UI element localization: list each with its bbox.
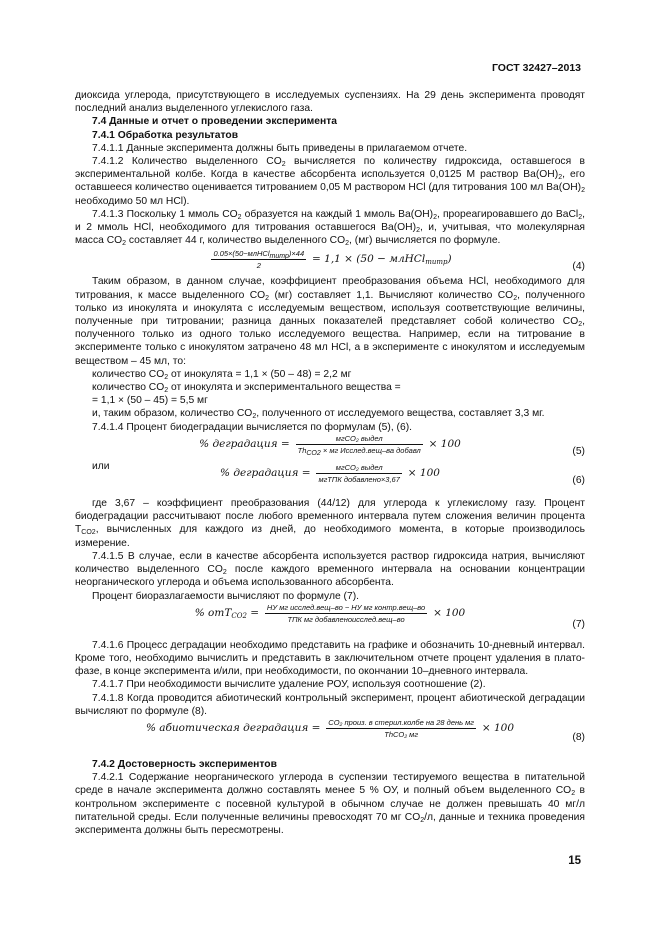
paragraph-continuation: диоксида углерода, присутствующего в исследуемых суспензиях. На 29 день эксперимента проводят последний анализ выделенного углекислого газа. <box>75 90 585 115</box>
paragraph-7-4-1-8: 7.4.1.8 Когда проводится абиотический контрольный эксперимент, процент абиотической деградации вычисляют по формуле (8). <box>75 692 585 717</box>
formula-4: $\frac{\text{0.05×(50−млHClтитр)×44}}{2}$ = 1,1 × (50 − млHCl$_{титр}$) (4) <box>213 249 585 273</box>
page-number: 15 <box>568 855 581 867</box>
paragraph-7-4-1-3: 7.4.1.3 Поскольку 1 ммоль $CO_2$ образуется на каждый 1 ммоль $Ba(OH)_2$, прореагировавшего до BaCl$_2$, и 2 ммоль HCl, необходимого для титрования оставшегося $Ba(OH)_2$, и, учитывая, что молекулярная масса $CO_2$ составляет 44 г, количество выделенного $CO_2$, (мг) вычисляется по формуле. <box>75 208 585 248</box>
paragraph-coefficient: где 3,67 – коэффициент преобразования (44/12) для углерода к углекислому газу. Процент биодеградации рассчитывают после любого временного интервала путем сложения величин процента $T_{CO2}$, вычисленных для каждого из дней, до необходимого момента, в которые производилось измерение. <box>75 498 585 549</box>
example-line-2: количество $CO_2$ от инокулята и экспериментального вещества = <box>92 382 401 395</box>
document-body <box>75 89 585 837</box>
paragraph-7-4-1-6: 7.4.1.6 Процесс деградации необходимо представить на графике и обозначить 10-дневный интервал. Кроме того, необходимо вычислить и представить в заключительном отчете процент удаления в плато-фазе, в конце эксперимента и/или, при необходимости, по окончании 10–дневного интервала. <box>75 639 585 678</box>
formula-number-7: (7) <box>572 618 585 630</box>
formula-7: % отT$_{CO2}$ = $\frac{\text{НУ мг исслед.вещ–во − НУ мг контр.вещ–во}}{\text{ТПК мг добавленоисслед.вещ–во}}$ × 100 (7) <box>194 602 585 630</box>
section-heading-7-4-2: 7.4.2 Достоверность экспериментов <box>92 758 277 770</box>
paragraph-thus: Таким образом, в данном случае, коэффициент преобразования объема HCl, необходимого для титрования, к массе выделенного $CO_2$ (мг) составляет 1,1. Вычисляют количество $CO_2$, полученного только из инокулята и инокулята с исследуемым веществом, используя соответствующие величины, полученные при титровании; разница данных показателей представляет собой количество $CO_2$, полученного только из одного только исследуемого вещества. Например, если на титрование в эксперименте только с инокулятом затрачено 48 мл HCl, а в эксперименте с инокулятом и исследуемым веществом – 45 мл, то: <box>75 276 585 367</box>
formula-number-4: (4) <box>572 261 585 273</box>
example-line-3: = 1,1 × (50 – 45) = 5,5 мг <box>92 395 208 407</box>
standard-header: ГОСТ 32427–2013 <box>491 62 581 74</box>
paragraph-biodegradability: Процент биоразлагаемости вычисляют по формуле (7). <box>92 590 359 602</box>
formula-number-8: (8) <box>572 731 585 743</box>
formula-number-6: (6) <box>572 474 585 486</box>
paragraph-7-4-1-7: 7.4.1.7 При необходимости вычислите удаление РОУ, используя соотношение (2). <box>92 679 486 691</box>
paragraph-7-4-1-5: 7.4.1.5 В случае, если в качестве абсорбента используется раствор гидроксида натрия, вычисляют количество выделенного $CO_2$ после каждого временного интервала на основании концентрации неорганического углерода и объема использованного абсорбента. <box>75 550 585 589</box>
conjunction-or: или <box>92 460 110 472</box>
formula-number-5: (5) <box>572 445 585 457</box>
example-line-4: и, таким образом, количество $CO_2$, полученного от исследуемого вещества, составляет 3,3 мг. <box>92 408 545 421</box>
formula-8: % абиотическая деградация = $\frac{\text{CO₂ произ. в стерил.колбе на 28 день мг}}{\text{ThCO₂ мг}}$ × 100 (8) <box>145 717 585 743</box>
paragraph-7-4-1-2: 7.4.1.2 Количество выделенного $CO_2$ вычисляется по количеству гидроксида, оставшегося в экспериментальной колбе. Когда в качестве абсорбента используется 0,0125 М раствор $Ba(OH)_2$, его оставшееся количество оценивается титрованием 0,05 М раствором HCl (для титрования 100 мл $Ba(OH)_2$ необходимо 50 мл HCl). <box>75 156 585 207</box>
formula-6: % деградация = $\frac{\text{мгCO₂ выдел}}{\text{мгТПК добавлено×3,67}}$ × 100 (6) <box>220 463 585 486</box>
example-line-1: количество $CO_2$ от инокулята = 1,1 × (50 – 48) = 2,2 мг <box>92 368 352 381</box>
paragraph-7-4-2-1: 7.4.2.1 Содержание неорганического углерода в суспензии тестируемого вещества в питательной среде в начале эксперимента должно составлять менее 5 % ОУ, и полный объем выделенного $CO_2$ в контрольном эксперименте с посевной культурой в обычном случае не должен превышать 40 мг/л питательной среды. Если полученные величины превосходят 70 мг $CO_2/л$, данные и техника проведения эксперимента должны быть пересмотрены. <box>75 772 586 836</box>
section-heading-7-4-1: 7.4.1 Обработка результатов <box>92 129 239 141</box>
paragraph-7-4-1-1: 7.4.1.1 Данные эксперимента должны быть приведены в прилагаемом отчете. <box>92 142 468 154</box>
formula-5: % деградация = $\frac{\text{мгCO₂ выдел}}{\text{ThCO2 × мг Исслед.вещ–ва добавл}}$ × 100 (5) <box>199 433 585 457</box>
paragraph-7-4-1-4: 7.4.1.4 Процент биодеградации вычисляется по формулам (5), (6). <box>92 421 412 433</box>
section-heading-7-4: 7.4 Данные и отчет о проведении эксперимента <box>92 116 337 128</box>
